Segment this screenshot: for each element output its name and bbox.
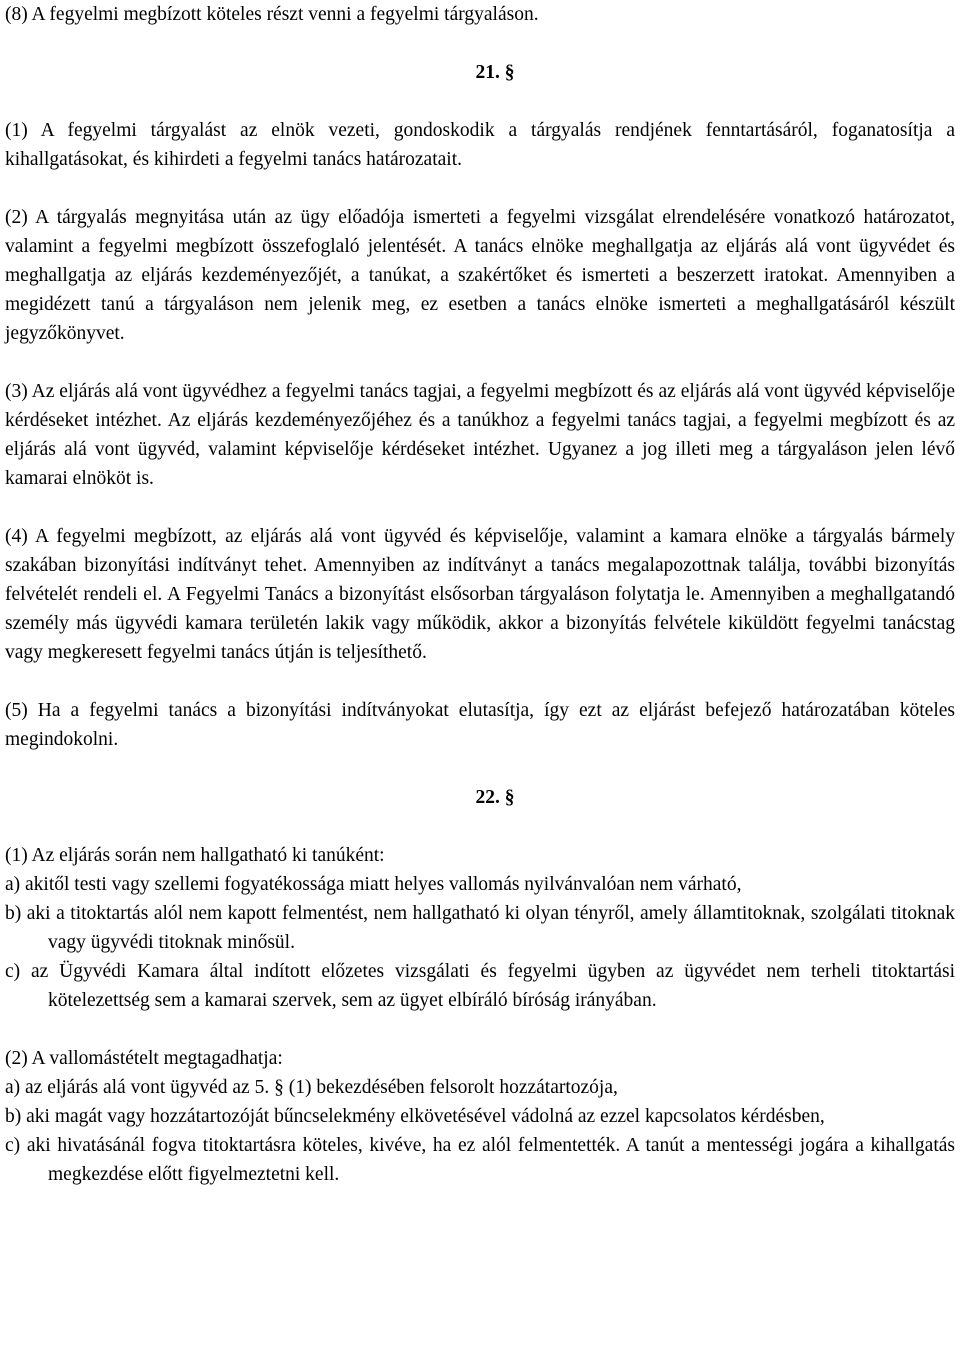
section-heading-22: 22. § — [475, 787, 515, 808]
section-21-paragraph-4: (4) A fegyelmi megbízott, az eljárás alá vont ügyvéd és képviselője, valamint a kamara elnöke a tárgyalás bármely szakában bizonyítási indítványt tehet. Amennyiben az indítványt a tanács megalapozottnak találja, további bizonyítás felvételét rendeli el. A Fegyelmi Tanács a bizonyítást elsősorban tárgyaláson folytatja le. Amennyiben a meghallgatandó személy más ügyvédi kamara területén lakik vagy működik, akkor a bizonyítás felvétele kiküldött fegyelmi tanácstag vagy megkeresett fegyelmi tanács útján is teljesíthető. — [5, 526, 955, 663]
section-22-paragraph-2-item-a: a) az eljárás alá vont ügyvéd az 5. § (1) bekezdésében felsorolt hozzátartozója, — [5, 1077, 618, 1098]
section-21-paragraph-5: (5) Ha a fegyelmi tanács a bizonyítási indítványokat elutasítja, így ezt az eljárást befejező határozatában köteles megindokolni. — [5, 700, 955, 750]
section-22-paragraph-1-item-b: b) aki a titoktartás alól nem kapott felmentést, nem hallgatható ki olyan tényről, amely államtitoknak, szolgálati titoknak vagy ügyvédi titoknak minősül. — [5, 903, 955, 953]
section-22-paragraph-1-item-a: a) akitől testi vagy szellemi fogyatékossága miatt helyes vallomás nyilvánvalóan nem várható, — [5, 874, 742, 895]
section-22-paragraph-1-intro: (1) Az eljárás során nem hallgatható ki tanúként: — [5, 845, 385, 866]
section-21-paragraph-2: (2) A tárgyalás megnyitása után az ügy előadója ismerteti a fegyelmi vizsgálat elrendelésére vonatkozó határozatot, valamint a fegyelmi megbízott összefoglaló jelentését. A tanács elnöke meghallgatja az eljárás alá vont ügyvédet és meghallgatja az eljárás kezdeményezőjét, a tanúkat, a szakértőket és ismerteti a beszerzett iratokat. Amennyiben a megidézett tanú a tárgyaláson nem jelenik meg, ez esetben a tanács elnöke ismerteti a meghallgatásáról készült jegyzőkönyvet. — [5, 207, 955, 344]
paragraph-8: (8) A fegyelmi megbízott köteles részt venni a fegyelmi tárgyaláson. — [5, 4, 539, 25]
section-heading-21: 21. § — [475, 62, 515, 83]
document-page — [5, 0, 955, 1189]
section-21-paragraph-3: (3) Az eljárás alá vont ügyvédhez a fegyelmi tanács tagjai, a fegyelmi megbízott és az eljárás alá vont ügyvéd képviselője kérdéseket intézhet. Az eljárás kezdeményezőjéhez és a tanúkhoz a fegyelmi tanács tagjai, a fegyelmi megbízott és az eljárás alá vont ügyvéd, valamint képviselője kérdéseket intézhet. Ugyanez a jog illeti meg a tárgyaláson jelen lévő kamarai elnököt is. — [5, 381, 955, 489]
section-22-paragraph-2-item-c: c) aki hivatásánál fogva titoktartásra köteles, kivéve, ha ez alól felmentették. A tanút a mentességi jogára a kihallgatás megkezdése előtt figyelmeztetni kell. — [5, 1135, 955, 1185]
section-22-paragraph-2-intro: (2) A vallomástételt megtagadhatja: — [5, 1048, 283, 1069]
section-22-paragraph-2-item-b: b) aki magát vagy hozzátartozóját bűncselekmény elkövetésével vádolná az ezzel kapcsolatos kérdésben, — [5, 1106, 825, 1127]
section-22-paragraph-1-item-c: c) az Ügyvédi Kamara által indított előzetes vizsgálati és fegyelmi ügyben az ügyvédet nem terheli titoktartási kötelezettség sem a kamarai szervek, sem az ügyet elbíráló bíróság irányában. — [5, 961, 955, 1011]
section-21-paragraph-1: (1) A fegyelmi tárgyalást az elnök vezeti, gondoskodik a tárgyalás rendjének fenntartásáról, foganatosítja a kihallgatásokat, és kihirdeti a fegyelmi tanács határozatait. — [5, 120, 955, 170]
